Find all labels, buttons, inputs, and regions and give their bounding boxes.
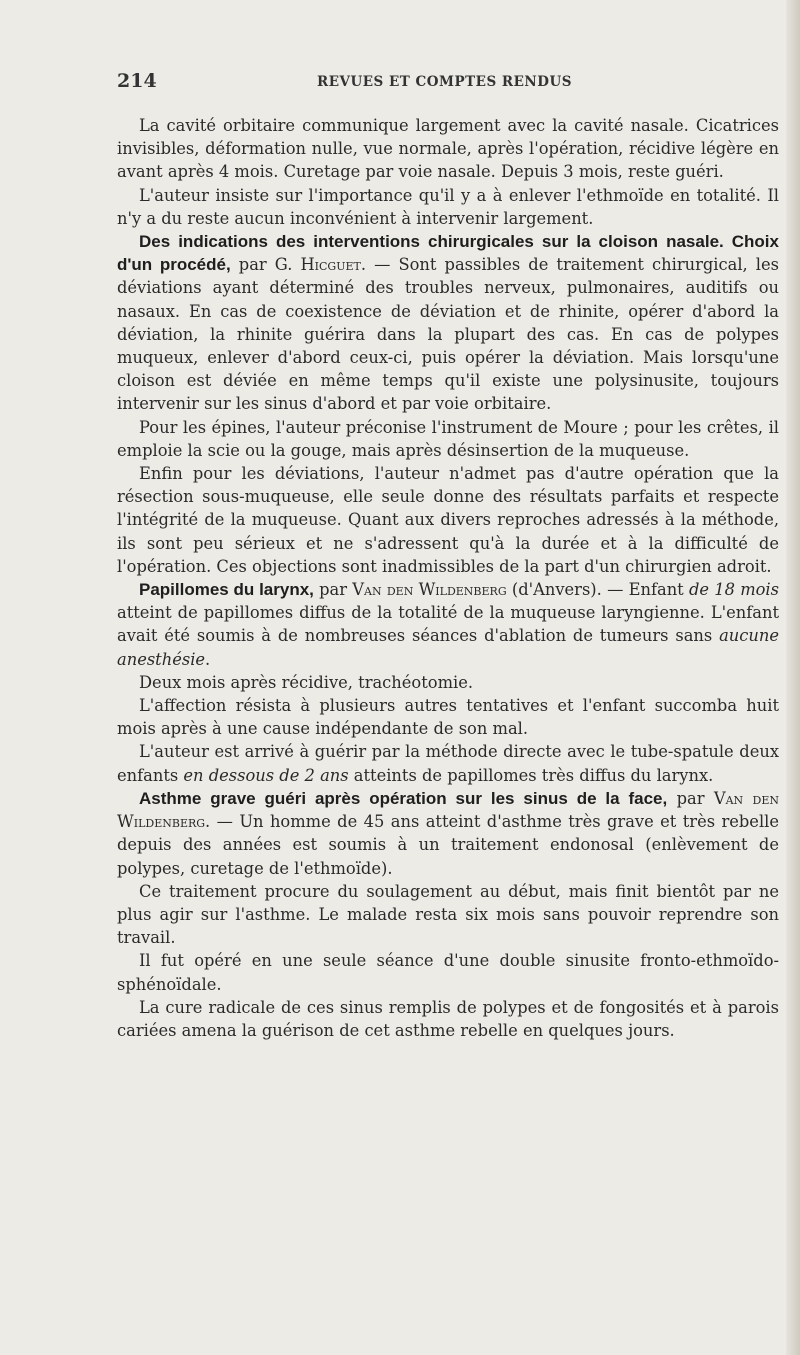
author-name: Van den Wildenberg [352, 580, 507, 600]
paragraph-text: atteints de papillomes très diffus du larynx. [348, 765, 714, 785]
section-text: . [205, 649, 211, 669]
by-text: par [667, 788, 714, 808]
emphasis: en dessous de 2 ans [183, 765, 349, 785]
by-text: par [313, 580, 353, 600]
section-asthme [117, 787, 779, 880]
page-edge-shadow [786, 0, 800, 1355]
running-head: REVUES ET COMPTES RENDUS [317, 74, 572, 90]
author-name: Hicguet [300, 255, 361, 275]
emphasis: aucune anesthésie [117, 626, 779, 669]
section-title: Asthme grave guéri après opération sur les sinus de la face, [139, 788, 668, 808]
paragraph: Enfin pour les déviations, l'auteur n'admet pas d'autre opération que la résection sous-muqueuse, elle seule donne des résultats parfaits et respecte l'intégrité de la muqueuse. Quant aux divers reproches adressés à la méthode, ils sont peu sérieux et ne s'adressent qu'à la durée et à la difficulté de l'opération. Ces objections sont inadmissibles de la part d'un chirurgien adroit. [117, 464, 779, 576]
paragraph: Deux mois après récidive, trachéotomie. [139, 672, 474, 692]
section-text: . — Sont passibles de traitement chirurgical, les déviations ayant déterminé des troubles nerveux, pulmonaires, auditifs ou nasaux. En cas de coexistence de déviation et de rhinite, opérer d'abord la déviation, la rhinite guérira dans la plupart des cas. En cas de polypes muqueux, enlever d'abord ceux-ci, puis opérer la déviation. Mais lorsqu'une cloison est déviée en même temps qu'il existe une polysinusite, toujours intervenir sur les sinus d'abord et par voie orbitaire. [117, 255, 779, 414]
page-number: 214 [117, 70, 157, 92]
emphasis: de 18 mois [688, 580, 779, 600]
section-title: Des indications des interventions chirurgicales sur la cloison nasale. Choix d'un procédé, [117, 232, 779, 275]
paragraph: L'auteur insiste sur l'importance qu'il y a à enlever l'ethmoïde en totalité. Il n'y a du reste aucun inconvénient à intervenir largement. [117, 185, 779, 228]
paragraph: La cure radicale de ces sinus remplis de polypes et de fongosités et à parois cariées amena la guérison de cet asthme rebelle en quelques jours. [117, 997, 779, 1040]
section-text: . — Un homme de 45 ans atteint d'asthme très grave et très rebelle depuis des années est soumis à un traitement endonosal (enlèvement de polypes, curetage de l'ethmoïde). [117, 812, 779, 878]
by-text: par G. [230, 255, 301, 275]
paragraph-text: L'auteur est arrivé à guérir par la méthode directe avec le tube-spatule deux enfants [117, 742, 779, 785]
author-name: Van den Wildenberg [117, 788, 780, 832]
paragraph: Il fut opéré en une seule séance d'une double sinusite fronto-ethmoïdo-sphénoïdale. [117, 951, 779, 994]
body-text [117, 114, 779, 1042]
section-papillomes [117, 578, 779, 671]
section-title: Papillomes du larynx, [139, 580, 314, 600]
paragraph: Ce traitement procure du soulagement au début, mais finit bientôt par ne plus agir sur l'asthme. Le malade resta six mois sans pouvoir reprendre son travail. [117, 881, 779, 948]
paragraph: L'affection résista à plusieurs autres tentatives et l'enfant succomba huit mois après à une cause indépendante de son mal. [117, 696, 779, 739]
paragraph [117, 740, 779, 786]
section-text: (d'Anvers). — Enfant [506, 580, 689, 600]
page-header [117, 70, 777, 100]
section-hicguet [117, 230, 779, 416]
paragraph: La cavité orbitaire communique largement avec la cavité nasale. Cicatrices invisibles, déformation nulle, vue normale, après l'opération, récidive légère en avant après 4 mois. Curetage par voie nasale. Depuis 3 mois, reste guéri. [117, 116, 779, 182]
paragraph: Pour les épines, l'auteur préconise l'instrument de Moure ; pour les crêtes, il emploie la scie ou la gouge, mais après désinsertion de la muqueuse. [117, 417, 779, 460]
section-text: atteint de papillomes diffus de la totalité de la muqueuse laryngienne. L'enfant avait été soumis à de nombreuses séances d'ablation de tumeurs sans [117, 603, 779, 646]
